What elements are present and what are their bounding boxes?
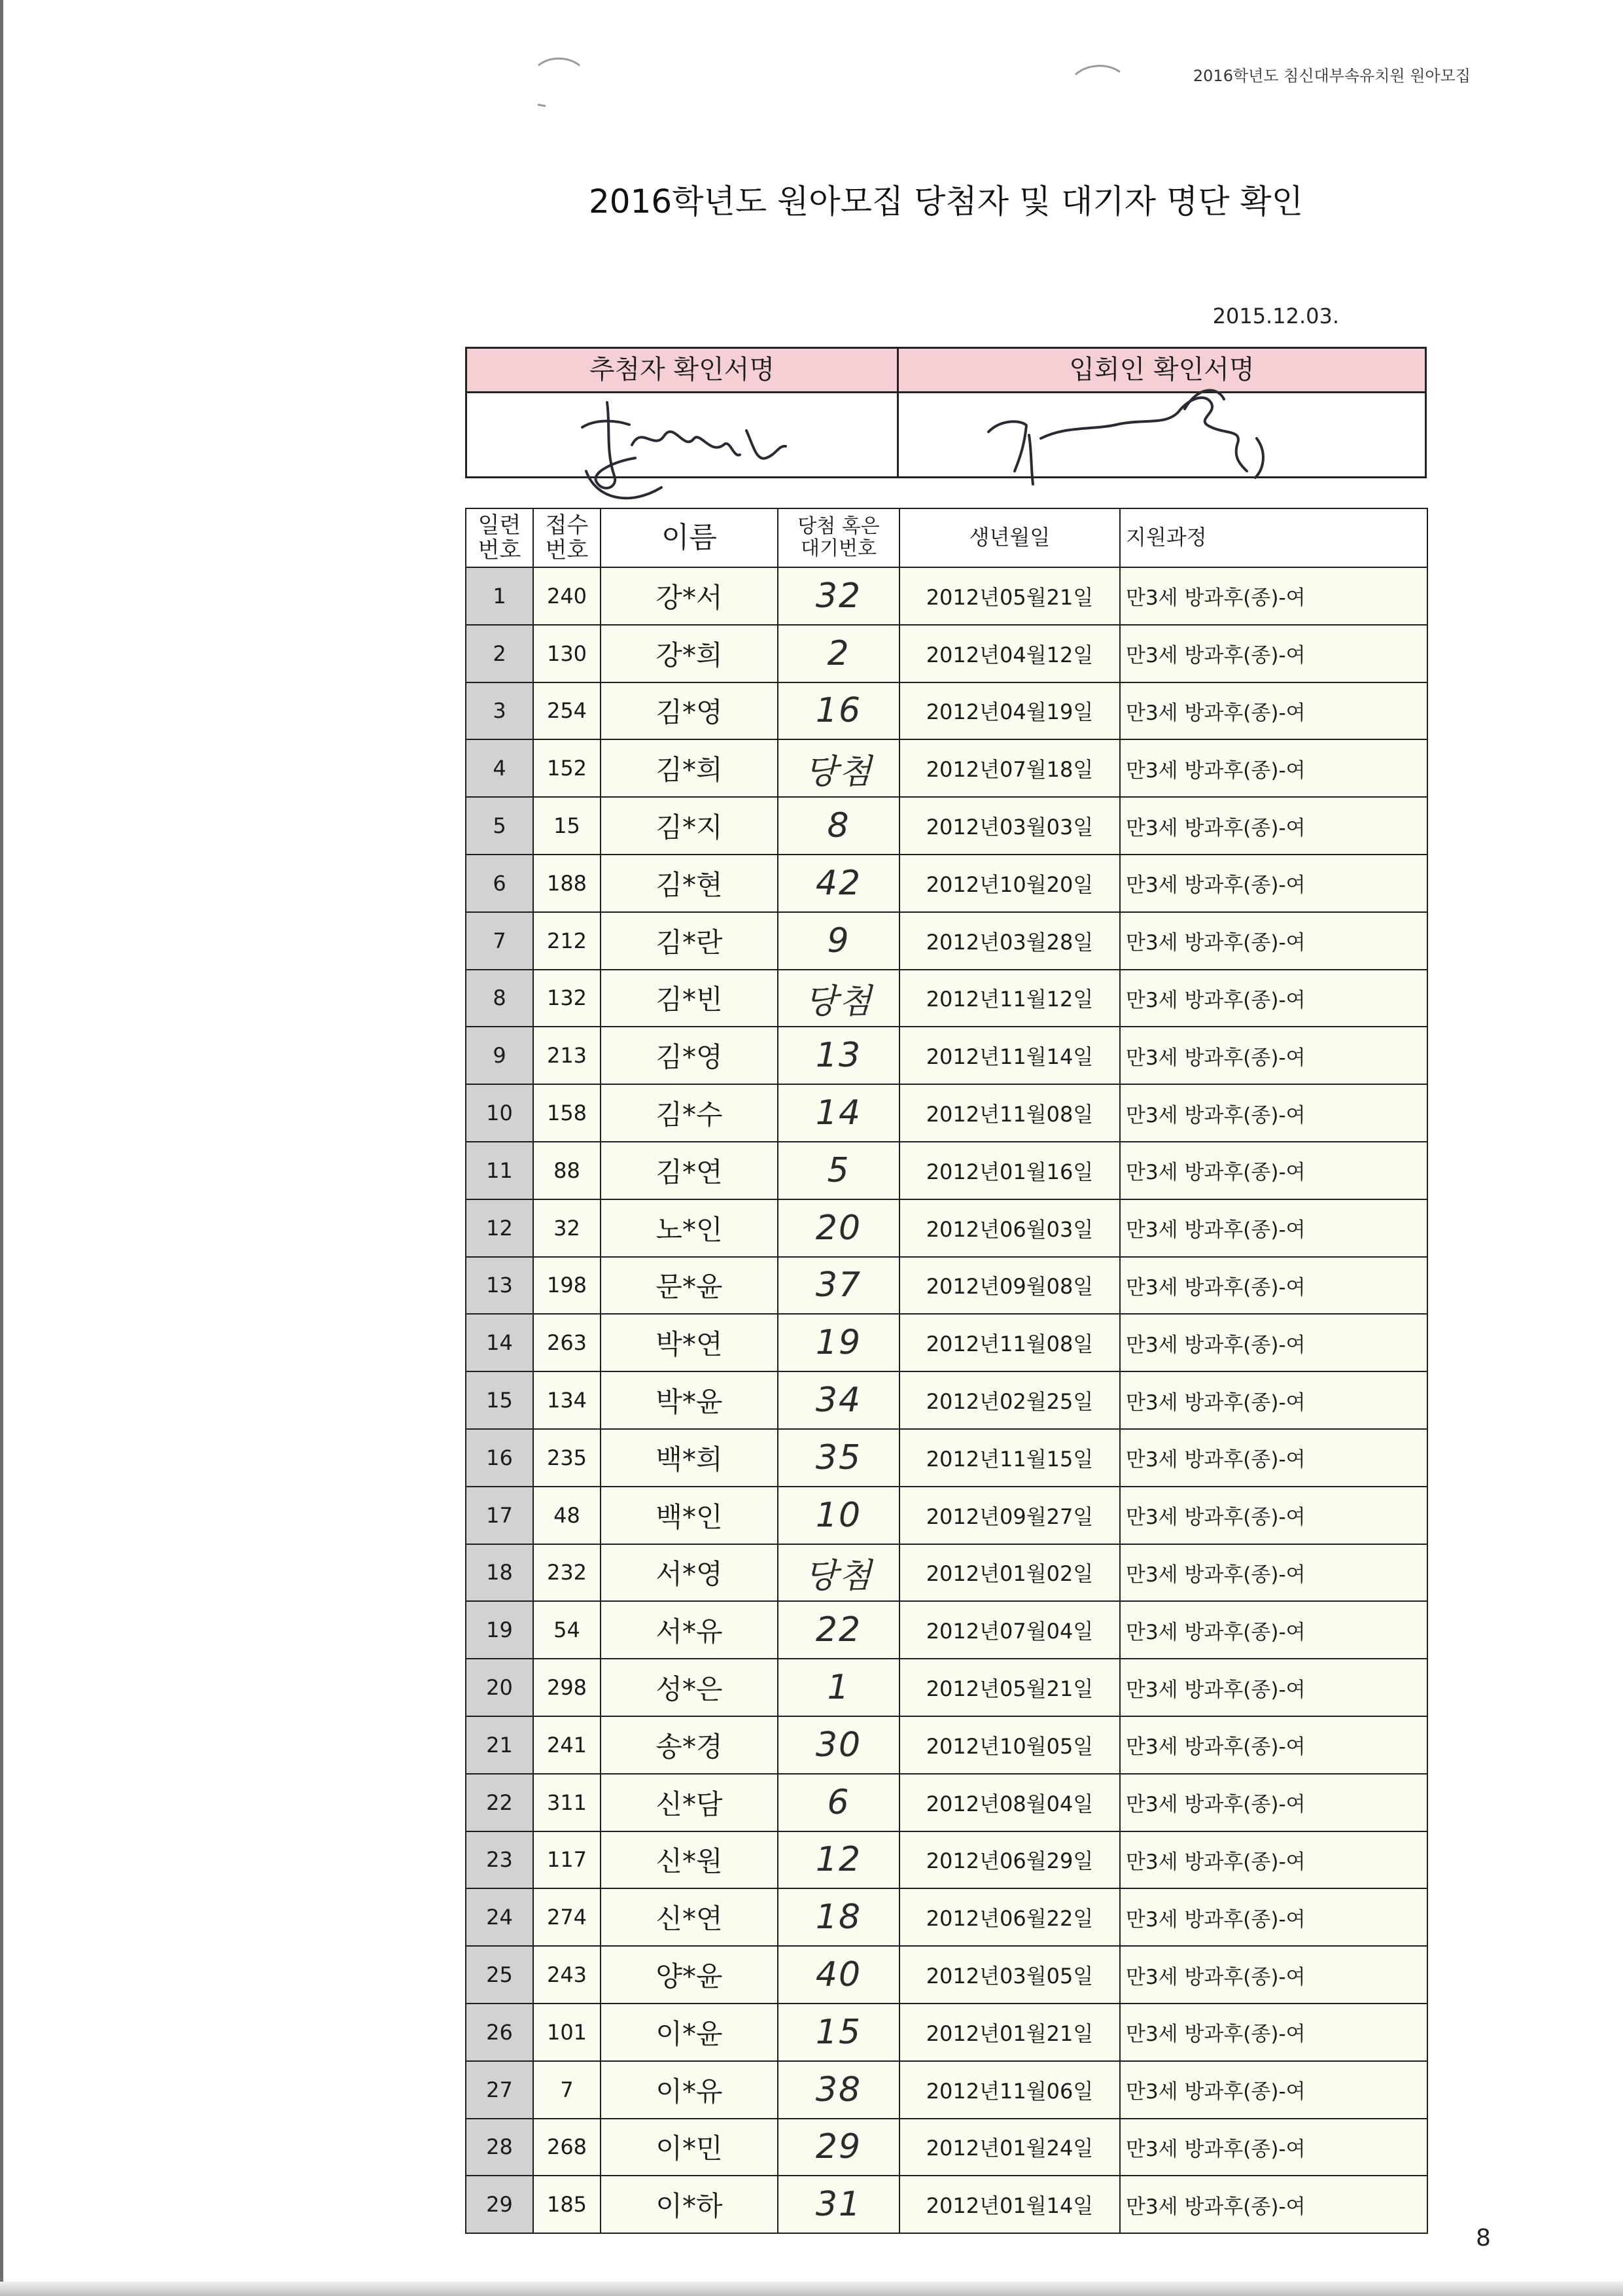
course-cell: 만3세 방과후(종)-여 [1120, 1544, 1427, 1602]
seq-cell: 22 [466, 1774, 533, 1831]
page-number: 8 [1476, 2225, 1491, 2252]
name-cell: 김*빈 [601, 970, 778, 1027]
birth-date-cell: 2012년11월08일 [899, 1084, 1120, 1142]
seq-cell: 7 [466, 912, 533, 970]
name-cell: 김*란 [601, 912, 778, 970]
birth-date-cell: 2012년10월20일 [899, 855, 1120, 912]
receipt-number-cell: 152 [533, 739, 601, 797]
table-row [466, 1487, 1427, 1544]
course-cell: 만3세 방과후(종)-여 [1120, 1429, 1427, 1487]
course-cell: 만3세 방과후(종)-여 [1120, 1659, 1427, 1716]
table-row [466, 567, 1427, 625]
header-result-line1: 당첨 혹은 [797, 515, 880, 539]
seq-cell: 23 [466, 1831, 533, 1889]
course-cell: 만3세 방과후(종)-여 [1120, 2176, 1427, 2233]
table-row [466, 1257, 1427, 1315]
table-row [466, 1544, 1427, 1602]
name-cell: 김*수 [601, 1084, 778, 1142]
course-cell: 만3세 방과후(종)-여 [1120, 1888, 1427, 1946]
result-cell: 38 [778, 2061, 899, 2119]
seq-cell: 15 [466, 1371, 533, 1429]
name-cell: 서*유 [601, 1601, 778, 1659]
table-row [466, 2176, 1427, 2233]
signatures [465, 347, 1427, 517]
birth-date-cell: 2012년03월28일 [899, 912, 1120, 970]
birth-date-cell: 2012년02월25일 [899, 1371, 1120, 1429]
result-cell: 15 [778, 2004, 899, 2061]
birth-date-cell: 2012년01월16일 [899, 1142, 1120, 1199]
result-cell: 6 [778, 1774, 899, 1831]
witness-signature-label: 입회인 확인서명 [1069, 355, 1255, 385]
punch-mark-right [1075, 66, 1120, 75]
course-cell: 만3세 방과후(종)-여 [1120, 1314, 1427, 1371]
witness-signature [988, 390, 1263, 484]
seq-cell: 6 [466, 855, 533, 912]
receipt-number-cell: 254 [533, 682, 601, 740]
header-receipt-line1: 접수 [545, 512, 589, 539]
punch-mark-left [538, 59, 580, 66]
course-cell: 만3세 방과후(종)-여 [1120, 625, 1427, 682]
receipt-number-cell: 15 [533, 797, 601, 855]
table-row [466, 1659, 1427, 1716]
birth-date-cell: 2012년11월08일 [899, 1314, 1120, 1371]
seq-cell: 5 [466, 797, 533, 855]
receipt-number-cell: 213 [533, 1027, 601, 1084]
name-cell: 박*연 [601, 1314, 778, 1371]
receipt-number-cell: 132 [533, 970, 601, 1027]
name-cell: 성*은 [601, 1659, 778, 1716]
seq-cell: 2 [466, 625, 533, 682]
name-cell: 김*현 [601, 855, 778, 912]
birth-date-cell: 2012년04월12일 [899, 625, 1120, 682]
seq-cell: 27 [466, 2061, 533, 2119]
table-row [466, 970, 1427, 1027]
result-cell: 18 [778, 1888, 899, 1946]
receipt-number-cell: 48 [533, 1487, 601, 1544]
name-cell: 신*원 [601, 1831, 778, 1889]
name-cell: 백*인 [601, 1487, 778, 1544]
seq-cell: 28 [466, 2119, 533, 2176]
table-row [466, 739, 1427, 797]
drawer-signature [582, 402, 786, 498]
receipt-number-cell: 298 [533, 1659, 601, 1716]
seq-cell: 8 [466, 970, 533, 1027]
name-cell: 김*지 [601, 797, 778, 855]
birth-date-cell: 2012년01월02일 [899, 1544, 1120, 1602]
header-receipt [533, 508, 601, 567]
birth-date-cell: 2012년05월21일 [899, 567, 1120, 625]
table-row [466, 1314, 1427, 1371]
header-name: 이름 [601, 508, 778, 567]
table-row [466, 1199, 1427, 1257]
table-row [466, 1142, 1427, 1199]
table-row [466, 2004, 1427, 2061]
header-course: 지원과정 [1120, 508, 1427, 567]
receipt-number-cell: 158 [533, 1084, 601, 1142]
result-cell: 13 [778, 1027, 899, 1084]
birth-date-cell: 2012년04월19일 [899, 682, 1120, 740]
result-cell: 당첨 [778, 1544, 899, 1602]
table-row [466, 1601, 1427, 1659]
seq-cell: 14 [466, 1314, 533, 1371]
course-cell: 만3세 방과후(종)-여 [1120, 855, 1427, 912]
receipt-number-cell: 88 [533, 1142, 601, 1199]
name-cell: 문*윤 [601, 1257, 778, 1315]
course-cell: 만3세 방과후(종)-여 [1120, 912, 1427, 970]
course-cell: 만3세 방과후(종)-여 [1120, 1601, 1427, 1659]
name-cell: 신*연 [601, 1888, 778, 1946]
course-cell: 만3세 방과후(종)-여 [1120, 1487, 1427, 1544]
applicant-table [465, 508, 1428, 2234]
birth-date-cell: 2012년11월14일 [899, 1027, 1120, 1084]
receipt-number-cell: 185 [533, 2176, 601, 2233]
page-title: 2016학년도 원아모집 당첨자 및 대기자 명단 확인 [588, 183, 1303, 221]
course-cell: 만3세 방과후(종)-여 [1120, 797, 1427, 855]
name-cell: 김*영 [601, 1027, 778, 1084]
result-cell: 5 [778, 1142, 899, 1199]
course-cell: 만3세 방과후(종)-여 [1120, 1774, 1427, 1831]
table-row [466, 2061, 1427, 2119]
course-cell: 만3세 방과후(종)-여 [1120, 1831, 1427, 1889]
document-date: 2015.12.03. [1212, 304, 1339, 328]
result-cell: 1 [778, 1659, 899, 1716]
course-cell: 만3세 방과후(종)-여 [1120, 1716, 1427, 1774]
course-cell: 만3세 방과후(종)-여 [1120, 2061, 1427, 2119]
table-row [466, 1429, 1427, 1487]
course-cell: 만3세 방과후(종)-여 [1120, 1027, 1427, 1084]
receipt-number-cell: 54 [533, 1601, 601, 1659]
result-cell: 19 [778, 1314, 899, 1371]
receipt-number-cell: 240 [533, 567, 601, 625]
table-row [466, 1888, 1427, 1946]
result-cell: 14 [778, 1084, 899, 1142]
result-cell: 32 [778, 567, 899, 625]
birth-date-cell: 2012년03월03일 [899, 797, 1120, 855]
header-seq-line2: 번호 [478, 537, 521, 563]
receipt-number-cell: 241 [533, 1716, 601, 1774]
seq-cell: 4 [466, 739, 533, 797]
result-cell: 당첨 [778, 970, 899, 1027]
receipt-number-cell: 198 [533, 1257, 601, 1315]
birth-date-cell: 2012년01월21일 [899, 2004, 1120, 2061]
seq-cell: 17 [466, 1487, 533, 1544]
table-row [466, 1774, 1427, 1831]
result-cell: 20 [778, 1199, 899, 1257]
table-header-row [466, 508, 1427, 567]
receipt-number-cell: 268 [533, 2119, 601, 2176]
result-cell: 29 [778, 2119, 899, 2176]
birth-date-cell: 2012년06월03일 [899, 1199, 1120, 1257]
receipt-number-cell: 188 [533, 855, 601, 912]
seq-cell: 1 [466, 567, 533, 625]
result-cell: 31 [778, 2176, 899, 2233]
course-cell: 만3세 방과후(종)-여 [1120, 1142, 1427, 1199]
course-cell: 만3세 방과후(종)-여 [1120, 567, 1427, 625]
header-note: 2016학년도 침신대부속유치원 원아모집 [1193, 67, 1471, 85]
seq-cell: 10 [466, 1084, 533, 1142]
name-cell: 노*인 [601, 1199, 778, 1257]
header-receipt-line2: 번호 [545, 537, 589, 563]
receipt-number-cell: 117 [533, 1831, 601, 1889]
scan-bottom-edge [0, 2282, 1623, 2296]
receipt-number-cell: 134 [533, 1371, 601, 1429]
result-cell: 12 [778, 1831, 899, 1889]
name-cell: 백*희 [601, 1429, 778, 1487]
header-seq [466, 508, 533, 567]
seq-cell: 11 [466, 1142, 533, 1199]
birth-date-cell: 2012년07월18일 [899, 739, 1120, 797]
result-cell: 8 [778, 797, 899, 855]
name-cell: 강*서 [601, 567, 778, 625]
course-cell: 만3세 방과후(종)-여 [1120, 1946, 1427, 2004]
receipt-number-cell: 212 [533, 912, 601, 970]
receipt-number-cell: 232 [533, 1544, 601, 1602]
receipt-number-cell: 235 [533, 1429, 601, 1487]
result-cell: 40 [778, 1946, 899, 2004]
result-cell: 34 [778, 1371, 899, 1429]
birth-date-cell: 2012년07월04일 [899, 1601, 1120, 1659]
course-cell: 만3세 방과후(종)-여 [1120, 1371, 1427, 1429]
table-row [466, 1716, 1427, 1774]
birth-date-cell: 2012년09월08일 [899, 1257, 1120, 1315]
table-row [466, 855, 1427, 912]
seq-cell: 29 [466, 2176, 533, 2233]
birth-date-cell: 2012년06월22일 [899, 1888, 1120, 1946]
seq-cell: 20 [466, 1659, 533, 1716]
result-cell: 22 [778, 1601, 899, 1659]
course-cell: 만3세 방과후(종)-여 [1120, 970, 1427, 1027]
birth-date-cell: 2012년11월15일 [899, 1429, 1120, 1487]
name-cell: 김*희 [601, 739, 778, 797]
course-cell: 만3세 방과후(종)-여 [1120, 2004, 1427, 2061]
result-cell: 10 [778, 1487, 899, 1544]
applicant-table-body [466, 567, 1427, 2233]
seq-cell: 21 [466, 1716, 533, 1774]
birth-date-cell: 2012년10월05일 [899, 1716, 1120, 1774]
table-row [466, 1371, 1427, 1429]
name-cell: 서*영 [601, 1544, 778, 1602]
course-cell: 만3세 방과후(종)-여 [1120, 2119, 1427, 2176]
table-row [466, 682, 1427, 740]
result-cell: 9 [778, 912, 899, 970]
receipt-number-cell: 311 [533, 1774, 601, 1831]
receipt-number-cell: 263 [533, 1314, 601, 1371]
result-cell: 30 [778, 1716, 899, 1774]
name-cell: 송*경 [601, 1716, 778, 1774]
name-cell: 이*하 [601, 2176, 778, 2233]
seq-cell: 12 [466, 1199, 533, 1257]
name-cell: 이*민 [601, 2119, 778, 2176]
birth-date-cell: 2012년01월14일 [899, 2176, 1120, 2233]
seq-cell: 9 [466, 1027, 533, 1084]
birth-date-cell: 2012년01월24일 [899, 2119, 1120, 2176]
birth-date-cell: 2012년11월12일 [899, 970, 1120, 1027]
result-cell: 37 [778, 1257, 899, 1315]
table-row [466, 1946, 1427, 2004]
birth-date-cell: 2012년05월21일 [899, 1659, 1120, 1716]
header-seq-line1: 일련 [478, 512, 521, 539]
receipt-number-cell: 243 [533, 1946, 601, 2004]
result-cell: 당첨 [778, 739, 899, 797]
drawer-signature-label: 추첨자 확인서명 [589, 355, 775, 385]
birth-date-cell: 2012년08월04일 [899, 1774, 1120, 1831]
seq-cell: 18 [466, 1544, 533, 1602]
course-cell: 만3세 방과후(종)-여 [1120, 1199, 1427, 1257]
header-birth-date: 생년월일 [899, 508, 1120, 567]
course-cell: 만3세 방과후(종)-여 [1120, 682, 1427, 740]
result-cell: 35 [778, 1429, 899, 1487]
seq-cell: 13 [466, 1257, 533, 1315]
birth-date-cell: 2012년03월05일 [899, 1946, 1120, 2004]
result-cell: 2 [778, 625, 899, 682]
name-cell: 김*연 [601, 1142, 778, 1199]
receipt-number-cell: 274 [533, 1888, 601, 1946]
birth-date-cell: 2012년06월29일 [899, 1831, 1120, 1889]
name-cell: 박*윤 [601, 1371, 778, 1429]
table-row [466, 1831, 1427, 1889]
table-row [466, 1084, 1427, 1142]
seq-cell: 3 [466, 682, 533, 740]
seq-cell: 24 [466, 1888, 533, 1946]
receipt-number-cell: 101 [533, 2004, 601, 2061]
course-cell: 만3세 방과후(종)-여 [1120, 1084, 1427, 1142]
header-result [778, 508, 899, 567]
receipt-number-cell: 7 [533, 2061, 601, 2119]
seq-cell: 16 [466, 1429, 533, 1487]
table-row [466, 625, 1427, 682]
table-row [466, 797, 1427, 855]
table-row [466, 1027, 1427, 1084]
receipt-number-cell: 130 [533, 625, 601, 682]
result-cell: 16 [778, 682, 899, 740]
seq-cell: 25 [466, 1946, 533, 2004]
seq-cell: 26 [466, 2004, 533, 2061]
result-cell: 42 [778, 855, 899, 912]
birth-date-cell: 2012년09월27일 [899, 1487, 1120, 1544]
table-row [466, 912, 1427, 970]
header-result-line2: 대기번호 [801, 537, 877, 560]
seq-cell: 19 [466, 1601, 533, 1659]
punch-mark-tick [538, 105, 546, 106]
name-cell: 양*윤 [601, 1946, 778, 2004]
name-cell: 김*영 [601, 682, 778, 740]
receipt-number-cell: 32 [533, 1199, 601, 1257]
course-cell: 만3세 방과후(종)-여 [1120, 739, 1427, 797]
birth-date-cell: 2012년11월06일 [899, 2061, 1120, 2119]
table-row [466, 2119, 1427, 2176]
name-cell: 신*담 [601, 1774, 778, 1831]
course-cell: 만3세 방과후(종)-여 [1120, 1257, 1427, 1315]
name-cell: 이*유 [601, 2061, 778, 2119]
scan-left-edge [0, 0, 3, 2296]
name-cell: 이*윤 [601, 2004, 778, 2061]
name-cell: 강*희 [601, 625, 778, 682]
